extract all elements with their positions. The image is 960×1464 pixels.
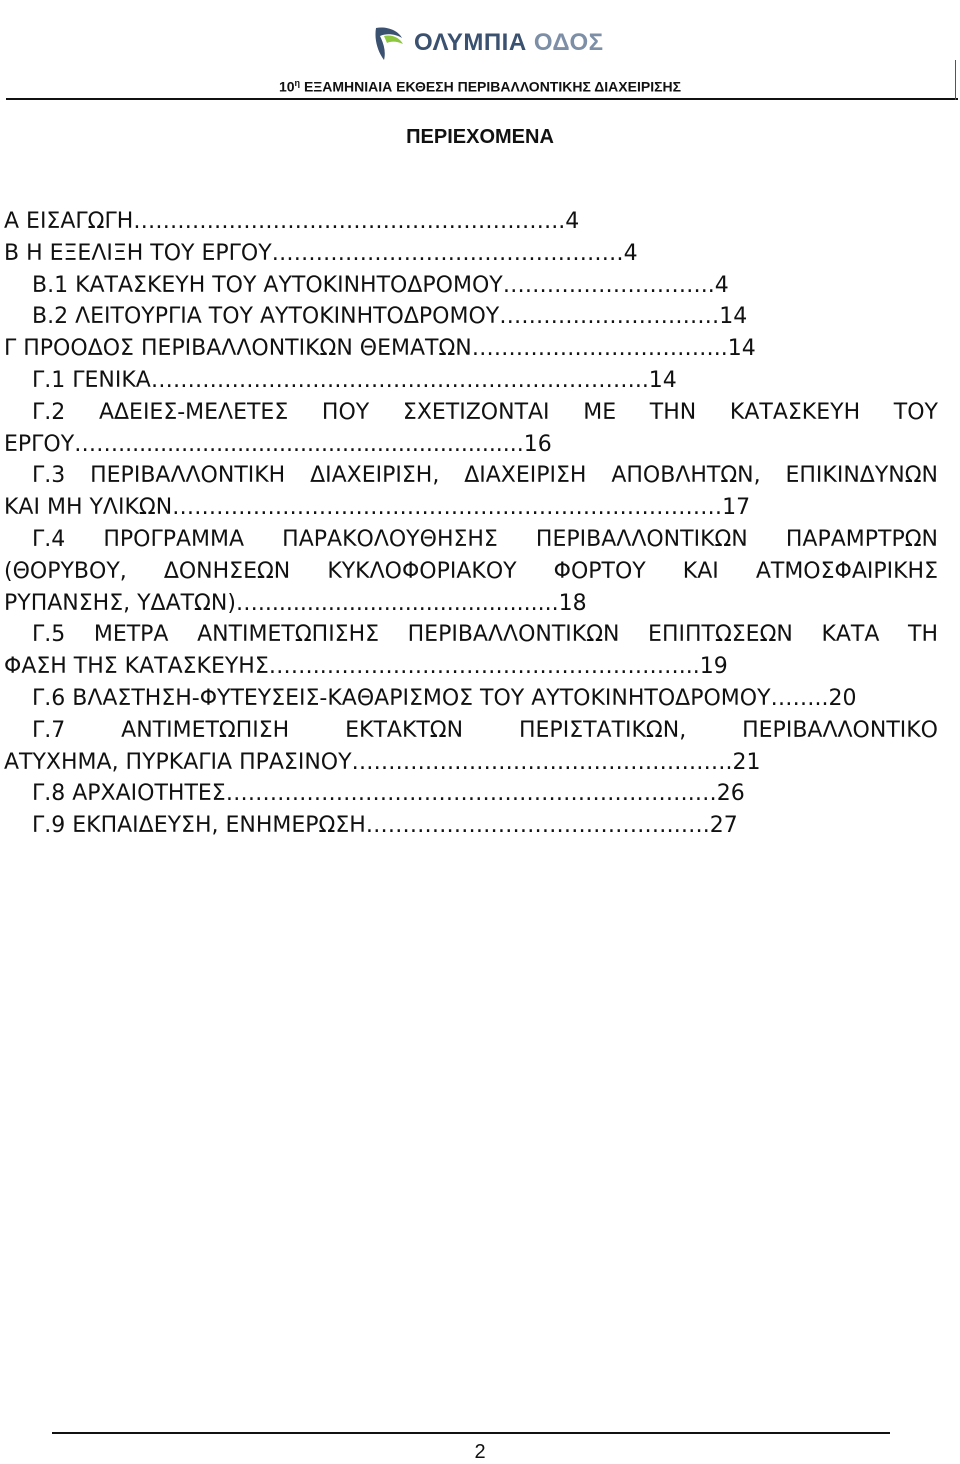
toc-entry-b1[interactable]: Β.1 ΚΑΤΑΣΚΕΥΗ ΤΟΥ ΑΥΤΟΚΙΝΗΤΟΔΡΟΜΟΥ………………………..4 <box>32 272 729 298</box>
toc-entry-b[interactable]: Β Η ΕΞΕΛΙΞΗ ΤΟΥ ΕΡΓΟΥ…………………………………………4 <box>4 240 638 266</box>
logo-word-right: ΟΔΟΣ <box>533 29 604 56</box>
contents-title: ΠΕΡΙΕΧΟΜΕΝΑ <box>406 126 554 148</box>
olympia-odos-logo <box>372 22 612 64</box>
toc-entry-a[interactable]: Α ΕΙΣΑΓΩΓΗ…………………………………………………..4 <box>4 209 580 234</box>
page-number: 2 <box>474 1441 486 1463</box>
toc-entry-b2[interactable]: Β.2 ΛΕΙΤΟΥΡΓΙΑ ΤΟΥ ΑΥΤΟΚΙΝΗΤΟΔΡΟΜΟΥ…………………………14 <box>32 304 748 330</box>
table-of-contents <box>4 206 938 842</box>
header-divider <box>6 98 958 100</box>
toc-entry-c2-line1[interactable]: Γ.2 ΑΔΕΙΕΣ-ΜΕΛΕΤΕΣ ΠΟΥ ΣΧΕΤΙΖΟΝΤΑΙ ΜΕ ΤΗΝ ΚΑΤΑΣΚΕΥΗ ΤΟΥ <box>32 399 938 425</box>
toc-entry-c9[interactable]: Γ.9 ΕΚΠΑΙΔΕΥΣΗ, ΕΝΗΜΕΡΩΣΗ…………………………………….….27 <box>32 813 738 839</box>
toc-entry-c7-line2[interactable]: ΑΤΥΧΗΜΑ, ΠΥΡΚΑΓΙΑ ΠΡΑΣΙΝΟΥ…………………………………………….21 <box>4 749 761 775</box>
toc-entry-c4-line1[interactable]: Γ.4 ΠΡΟΓΡΑΜΜΑ ΠΑΡΑΚΟΛΟΥΘΗΣΗΣ ΠΕΡΙΒΑΛΛΟΝΤΙΚΩΝ ΠΑΡΑΜΡΤΡΩΝ <box>32 526 938 552</box>
toc-entry-c5-line1[interactable]: Γ.5 ΜΕΤΡΑ ΑΝΤΙΜΕΤΩΠΙΣΗΣ ΠΕΡΙΒΑΛΛΟΝΤΙΚΩΝ ΕΠΙΠΤΩΣΕΩΝ ΚΑΤΑ ΤΗ <box>32 622 938 648</box>
toc-entry-c3-line1[interactable]: Γ.3 ΠΕΡΙΒΑΛΛΟΝΤΙΚΗ ΔΙΑΧΕΙΡΙΣΗ, ΔΙΑΧΕΙΡΙΣΗ ΑΠΟΒΛΗΤΩΝ, ΕΠΙΚΙΝΔΥΝΩΝ <box>32 463 938 489</box>
olympia-odos-logo-icon <box>372 24 406 62</box>
toc-entry-c1[interactable]: Γ.1 ΓΕΝΙΚΑ…………………………………………………………..14 <box>32 367 677 393</box>
logo-wordmark <box>414 29 604 57</box>
toc-entry-c6[interactable]: Γ.6 ΒΛΑΣΤΗΣΗ-ΦΥΤΕΥΣΕΙΣ-ΚΑΘΑΡΙΣΜΟΣ ΤΟΥ ΑΥΤΟΚΙΝΗΤΟΔΡΟΜΟΥ……..20 <box>32 685 857 711</box>
report-header <box>0 78 960 95</box>
header-side-line <box>955 60 956 100</box>
toc-entry-c4-line2[interactable]: (ΘΟΡΥΒΟΥ, ΔΟΝΗΣΕΩΝ ΚΥΚΛΟΦΟΡΙΑΚΟΥ ΦΟΡΤΟΥ ΚΑΙ ΑΤΜΟΣΦΑΙΡΙΚΗΣ <box>4 558 938 584</box>
logo-word-left: ΟΛΥΜΠΙΑ <box>414 29 527 56</box>
toc-entry-c2-line2[interactable]: ΕΡΓΟΥ……..........................................................16 <box>4 431 552 457</box>
toc-entry-c5-line2[interactable]: ΦΑΣΗ ΤΗΣ ΚΑΤΑΣΚΕΥΗΣ……..…………………………………………...19 <box>4 654 728 680</box>
toc-entry-c[interactable]: Γ ΠΡΟΟΔΟΣ ΠΕΡΙΒΑΛΛΟΝΤΙΚΩΝ ΘΕΜΑΤΩΝ……………………………..14 <box>4 336 756 362</box>
report-number-suffix: η <box>294 78 301 88</box>
toc-entry-c4-line3[interactable]: ΡΥΠΑΝΣΗΣ, ΥΔΑΤΩΝ)…...........................................18 <box>4 590 587 616</box>
toc-entry-c7-line1[interactable]: Γ.7 ΑΝΤΙΜΕΤΩΠΙΣΗ ΕΚΤΑΚΤΩΝ ΠΕΡΙΣΤΑΤΙΚΩΝ, ΠΕΡΙΒΑΛΛΟΝΤΙΚΟ <box>32 717 938 743</box>
toc-entry-c8[interactable]: Γ.8 ΑΡΧΑΙΟΤΗΤΕΣ……………………………………………………….…26 <box>32 781 745 807</box>
report-title: ΕΞΑΜΗΝΙΑΙΑ ΕΚΘΕΣΗ ΠΕΡΙΒΑΛΛΟΝΤΙΚΗΣ ΔΙΑΧΕΙΡΙΣΗΣ <box>303 78 682 95</box>
toc-entry-c3-line2[interactable]: ΚΑΙ ΜΗ ΥΛΙΚΩΝ…………………………………………………………………17 <box>4 495 751 521</box>
report-number: 10 <box>278 78 295 95</box>
footer-divider <box>52 1432 890 1434</box>
